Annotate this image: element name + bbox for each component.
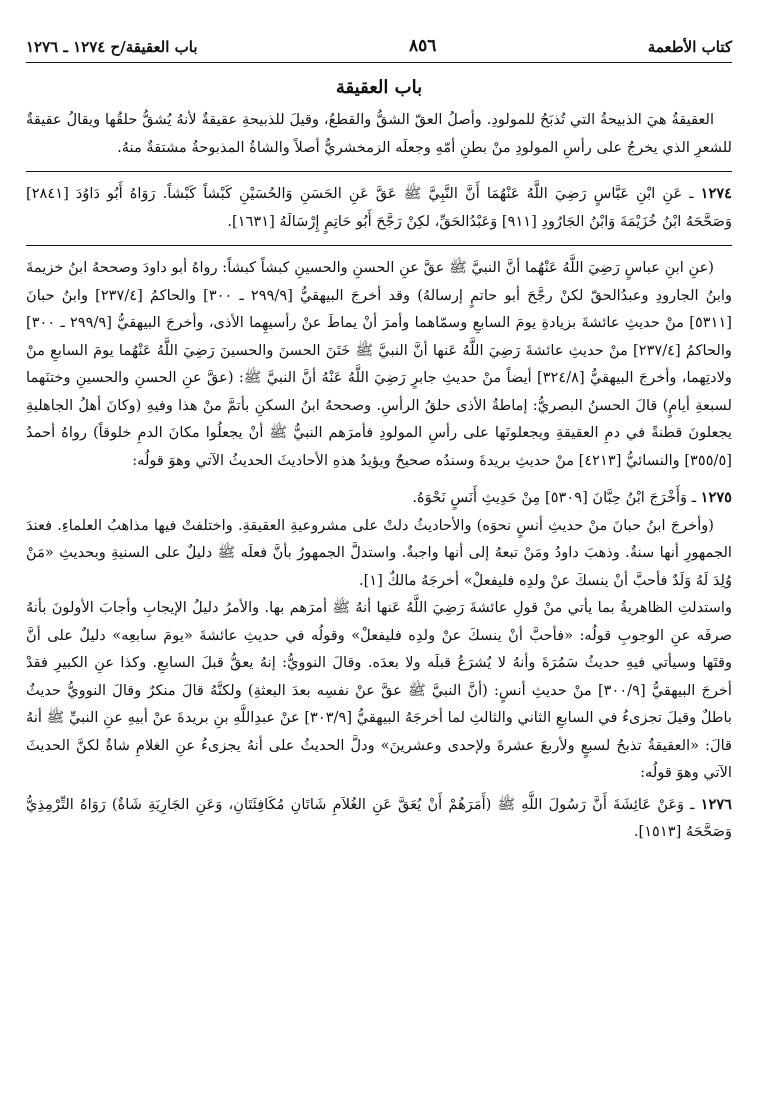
running-header (26, 20, 732, 63)
hadith-text: ـ وَأَخْرَجَ ابْنُ حِبَّانَ [٥٣٠٩] مِنْ حَدِيثِ أَنَسٍ نَحْوَهُ. (412, 489, 696, 506)
commentary-paragraph: (عنِ ابنِ عباسٍ رَضِيَ اللَّهُ عَنْهُما أنَّ النبيَّ ﷺ عقَّ عنِ الحسنِ والحسينِ كبشاً كبشاً: رواهُ أبو داودَ وصححهُ ابنُ خزيمةَ وابنُ الجارودِ وعبدُالحقّ لكنْ رجَّحَ أبو حاتمٍ إرسالهُ) وقد أخرجَ البيهقيُّ [٢٩٩/٩ ـ ٣٠٠] والحاكمُ [٢٣٧/٤] وابنُ حبانَ [٥٣١١] منْ حديثِ عائشةَ بزيادةِ يومَ السابعِ وسمّاهما وأمرَ أنْ يماطَ عنْ رأسيهِما الأذى، وأخرجَ البيهقيُّ [٢٩٩/٩ ـ ٣٠٠] والحاكمُ [٢٣٧/٤] منْ حديثِ عائشةَ رَضِيَ اللَّهُ عَنها أنَّ النبيَّ ﷺ خَتَنَ الحسنَ والحسينَ رَضِيَ اللَّهُ عَنْهُما يومَ السابعِ منْ ولادتِهما، وأخرجَ البيهقيُّ [٣٢٤/٨] أيضاً منْ حديثِ جابرٍ رَضِيَ اللَّهُ عَنْهُ أنَّ النبيَّ ﷺ: (عقَّ عنِ الحسنِ والحسينِ وختنَهما لسبعةِ أيامٍ) قالَ الحسنُ البصريُّ: إماطةُ الأذى حلقُ الرأسِ. وصححهُ ابنُ السكنِ بأتمَّ منْ هذا وفيهِ (وكانَ أهلُ الجاهليةِ يجعلونَ قطنةً في دمِ العقيقةِ ويجعلونَها على رأسِ المولودِ فأمرَهم النبيُّ ﷺ أنْ يجعلُوا مكانَ الدمِ خلوقاً) رواهُ أحمدُ [٣٥٥/٥] والنسائيُّ [٤٢١٣] منْ حديثِ بريدةَ وسندُه صحيحٌ ويؤيدُ هذهِ الأحاديثَ الحديثُ الآتي وهوَ قولُه: (26, 259, 733, 469)
page-number: ٨٥٦ (408, 36, 437, 56)
section-divider (26, 245, 732, 246)
hadith-number: ١٢٧٥ (700, 489, 732, 506)
hadith-text: ـ عَنِ ابْنِ عَبَّاسٍ رَضِيَ اللَّهُ عَنْهُمَا أَنَّ النَّبِيَّ ﷺ عَقَّ عَنِ الحَسَنِ وَالحُسَيْنِ كَبْشاً كَبْشاً. رَوَاهُ أَبُو دَاوُدَ [٢٨٤١] وَصَحَّحَهُ ابْنُ خُزَيْمَةَ وَابْنُ الجَارُودِ [٩١١] وَعَبْدُالحَقِّ، لكِنْ رَجَّحَ أَبُو حَاتِمٍ إِرْسَالَهُ [١٦٣١]. (26, 185, 732, 230)
intro-paragraph: العقيقةُ هيَ الذبيحةُ التي تُذبَحُ للمولودِ. وأصلُ العقّ الشقُّ والقطعُ، وقيلَ للذبيحةِ عقيقةٌ لأنهُ يُشقُّ حلقُها ويقالُ عقيقةٌ للشعرِ الذي يخرجُ على رأسِ المولودِ منْ بطنِ أمّهِ وجعلَه الزمخشريُّ أصلاً والشاةُ المذبوحةُ مشتقةٌ منهُ. (26, 111, 732, 156)
hadith-1275 (26, 484, 732, 512)
chapter-title: باب العقيقة (335, 77, 423, 98)
hadith-1274 (26, 180, 732, 235)
hadith-text: ـ وَعَنْ عَائِشَةَ أَنَّ رَسُولَ اللَّهِ ﷺ (أَمَرَهُمْ أَنْ يُعَقَّ عَنِ الغُلاَمِ شَاتَانِ مُكَافِئَتَانِ، وَعَنِ الجَارِيَةِ شَاةٌ) رَوَاهُ التِّرْمِذِيُّ وَصَحَّحَهُ [١٥١٣]. (26, 795, 732, 840)
hadith-number: ١٢٧٤ (700, 185, 733, 202)
hadith-number: ١٢٧٦ (700, 795, 733, 813)
commentary-paragraph: (وأخرجَ ابنُ حبانَ منْ حديثِ أنسٍ نحوَه) والأحاديثُ دلتْ على مشروعيةِ العقيقةِ. واختلفتْ فيها مذاهبُ العلماءِ. فعندَ الجمهورِ أنها سنةٌ. وذهبَ داودُ ومَنْ تبعهُ إلى أنها واجبةٌ. واستدلَّ الجمهورُ بأنَّ فعلَه ﷺ دليلٌ على السنيةِ وبحديثِ «مَنْ وُلِدَ لَهُ وَلَدٌ فأحبَّ أنْ ينسكَ عنْ ولدِه فليفعلْ» أخرجَهُ مالكٌ [١]. (26, 516, 732, 589)
header-chapter-ref: باب العقيقة/ح ١٢٧٤ ـ ١٢٧٦ (26, 38, 198, 56)
section-divider (26, 171, 732, 172)
commentary-paragraph: واستدلتِ الظاهريةُ بما يأتي منْ قولِ عائشةَ رَضِيَ اللَّهُ عَنها أنهُ ﷺ أمرَهم بها. والأمرُ دليلُ الإيجابِ وأجابَ الأولونَ بأنهُ صرفَه عنِ الوجوبِ قولُه: «فأحبَّ أنْ ينسكَ عنْ ولدِه فليفعلْ» وقولُه في حديثِ عائشةَ «يومَ سابعِه» دليلٌ على أنَّ وقتَها وسيأتي فيهِ حديثُ سَمُرَةَ وأنهُ لا يُشرَعُ قبلَه ولا بعدَه. وقالَ النوويُّ: إنهُ يعقُّ قبلَ السابعِ. وكذا عنِ الكبيرِ فقدْ أخرجَ البيهقيُّ [٣٠٠/٩] منْ حديثِ أنسٍ: (أنَّ النبيَّ ﷺ عقَّ عنْ نفسِه بعدَ البعثةِ) ولكنَّهُ قالَ منكرٌ وقالَ النوويُّ حديثٌ باطلٌ وقيلَ تجزىءُ في السابعِ الثاني والثالثِ لما أخرجَهُ البيهقيُّ [٣٠٣/٩] عنْ عبدِاللَّهِ بنِ بريدةَ عنْ أبيهِ عنِ النبيِّ ﷺ أنهُ قالَ: «العقيقةُ تذبحُ لسبعٍ ولأربعَ عشرةَ ولإحدى وعشرينَ» ودلَّ الحديثُ على أنهُ يجزىءُ عنِ الغلامِ شاةٌ لكنَّ الحديثَ الآتي وهوَ قولُه: (26, 599, 732, 781)
header-book-title: كتاب الأطعمة (647, 38, 732, 56)
hadith-1276 (26, 791, 732, 846)
